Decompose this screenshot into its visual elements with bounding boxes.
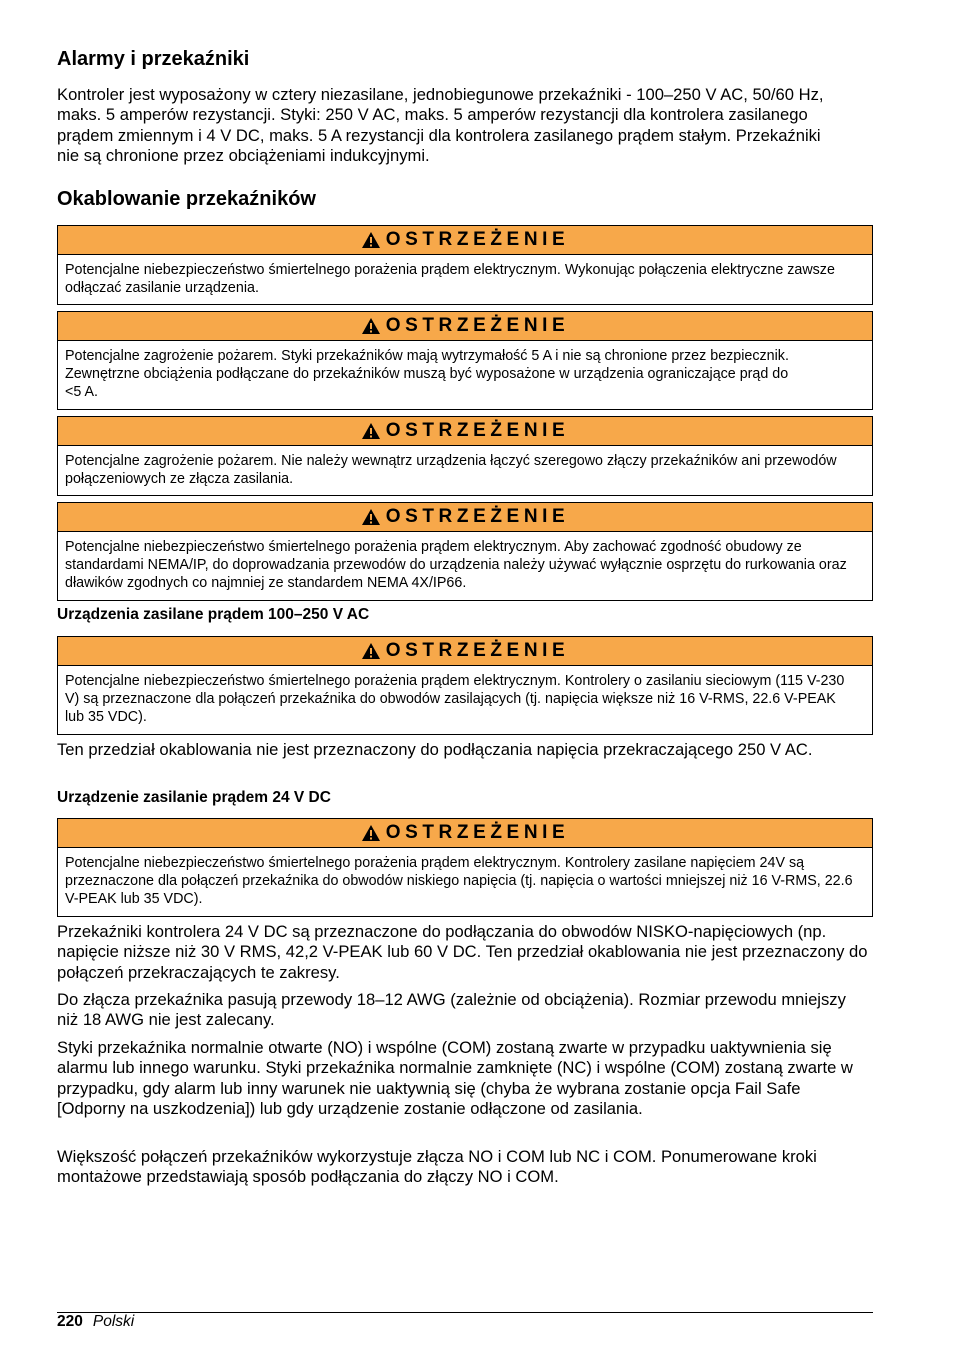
warning-label: OSTRZEŻENIE: [385, 420, 570, 441]
warning-text: Potencjalne niebezpieczeństwo śmiertelnego porażenia prądem elektrycznym. Kontrolery zasilane napięciem 24V są przeznaczone dla połączeń przekaźnika do obwodów niskiego napięcia (tj. napięcia o wartości mniejszej niż 16 V-RMS, 22.6 V-PEAK lub 35 VDC).: [65, 855, 853, 908]
warning-header: [58, 312, 872, 341]
dc-paragraph: Styki przekaźnika normalnie otwarte (NO) i wspólne (COM) zostaną zwarte w przypadku uaktywnienia się alarmu lub innego warunku. Styki przekaźnika normalnie zamknięte (NC) i wspólne (COM) zostaną zwarte w przypadku, gdy alarm lub inny warunek nie uaktywnią się (chyba że wybrana zostanie opcja Fail Safe [Odporny na uszkodzenia]) lub gdy urządzenie zostanie odłączone od zasilania.: [57, 1038, 853, 1119]
warning-header: [58, 637, 872, 666]
warning-text: Potencjalne niebezpieczeństwo śmiertelnego porażenia prądem elektrycznym. Kontrolery o zasilaniu sieciowym (115 V-230 V) są przeznaczone dla połączeń przekaźnika do obwodów zasilających (tj. napięcia większe niż 16 V-RMS, 22.6 V-PEAK lub 35 VDC).: [65, 673, 845, 726]
page-footer: [57, 1313, 134, 1331]
subheading-dc: Urządzenie zasilanie prądem 24 V DC: [57, 789, 331, 806]
warning-triangle-icon: [361, 317, 381, 335]
warning-text: Potencjalne zagrożenie pożarem. Nie należy wewnątrz urządzenia łączyć szeregowo złączy przekaźników ani przewodów połączeniowych ze złącza zasilania.: [65, 453, 837, 488]
subheading-ac: Urządzenia zasilane prądem 100–250 V AC: [57, 606, 370, 623]
warning-label: OSTRZEŻENIE: [385, 229, 570, 250]
warning-label: OSTRZEŻENIE: [385, 822, 570, 843]
footer-language: Polski: [92, 1313, 135, 1330]
section-title-wiring: Okablowanie przekaźników: [57, 188, 316, 210]
warning-header: [58, 503, 872, 532]
warning-text: Potencjalne niebezpieczeństwo śmiertelnego porażenia prądem elektrycznym. Wykonując połączenia elektryczne zawsze odłączać zasilanie urządzenia.: [65, 262, 835, 297]
warning-triangle-icon: [361, 642, 381, 660]
alarms-paragraph: Kontroler jest wyposażony w cztery niezasilane, jednobiegunowe przekaźniki - 100–250 V AC, 50/60 Hz, maks. 5 amperów rezystancji. Styki: 250 V AC, maks. 5 amperów rezystancji dla kontrolera zasilanego prądem zmiennym i 4 V DC, maks. 5 A rezystancji dla kontrolera zasilanego prądem stałym. Przekaźniki nie są chronione przez obciążeniami indukcyjnymi.: [57, 85, 824, 166]
footer-rule: [57, 1312, 873, 1313]
warning-triangle-icon: [361, 422, 381, 440]
warning-header: [58, 819, 872, 848]
warning-box: [57, 225, 873, 305]
ac-paragraph: Ten przedział okablowania nie jest przeznaczony do podłączania napięcia przekraczającego 250 V AC.: [57, 740, 813, 759]
page-number: 220: [57, 1313, 83, 1330]
warning-header: [58, 417, 872, 446]
warning-label: OSTRZEŻENIE: [385, 640, 570, 661]
warning-label: OSTRZEŻENIE: [385, 315, 570, 336]
warning-box: [57, 818, 873, 917]
warning-text: Potencjalne niebezpieczeństwo śmiertelnego porażenia prądem elektrycznym. Aby zachować zgodność obudowy ze standardami NEMA/IP, do doprowadzania przewodów do urządzenia należy używać wyłącznie osprzętu do rurkowania oraz dławików zgodnych co najmniej ze standardem NEMA 4X/IP66.: [65, 539, 847, 592]
dc-paragraph: Przekaźniki kontrolera 24 V DC są przeznaczone do podłączania do obwodów NISKO-napięciowych (np. napięcie niższe niż 30 V RMS, 42,2 V-PEAK lub 60 V DC. Ten przedział okablowania nie jest przeznaczony do połączeń przekraczających te zakresy.: [57, 922, 868, 982]
warning-text: Potencjalne zagrożenie pożarem. Styki przekaźników mają wytrzymałość 5 A i nie są chronione przez bezpiecznik. Zewnętrzne obciążenia podłączane do przekaźników muszą być wyposażone w urządzenia ograniczające prąd do <5 A.: [65, 348, 789, 401]
warning-box: [57, 636, 873, 735]
dc-paragraph: Większość połączeń przekaźników wykorzystuje złącza NO i COM lub NC i COM. Ponumerowane kroki montażowe przedstawiają sposób podłączania do złączy NO i COM.: [57, 1147, 817, 1187]
warning-triangle-icon: [361, 231, 381, 249]
warning-label: OSTRZEŻENIE: [385, 506, 570, 527]
warning-box: [57, 311, 873, 410]
warning-triangle-icon: [361, 508, 381, 526]
warning-header: [58, 226, 872, 255]
dc-paragraph: Do złącza przekaźnika pasują przewody 18–12 AWG (zależnie od obciążenia). Rozmiar przewodu mniejszy niż 18 AWG nie jest zalecany.: [57, 990, 846, 1030]
warning-box: [57, 502, 873, 601]
warning-triangle-icon: [361, 824, 381, 842]
warning-box: [57, 416, 873, 496]
section-title-alarms: Alarmy i przekaźniki: [57, 48, 250, 70]
